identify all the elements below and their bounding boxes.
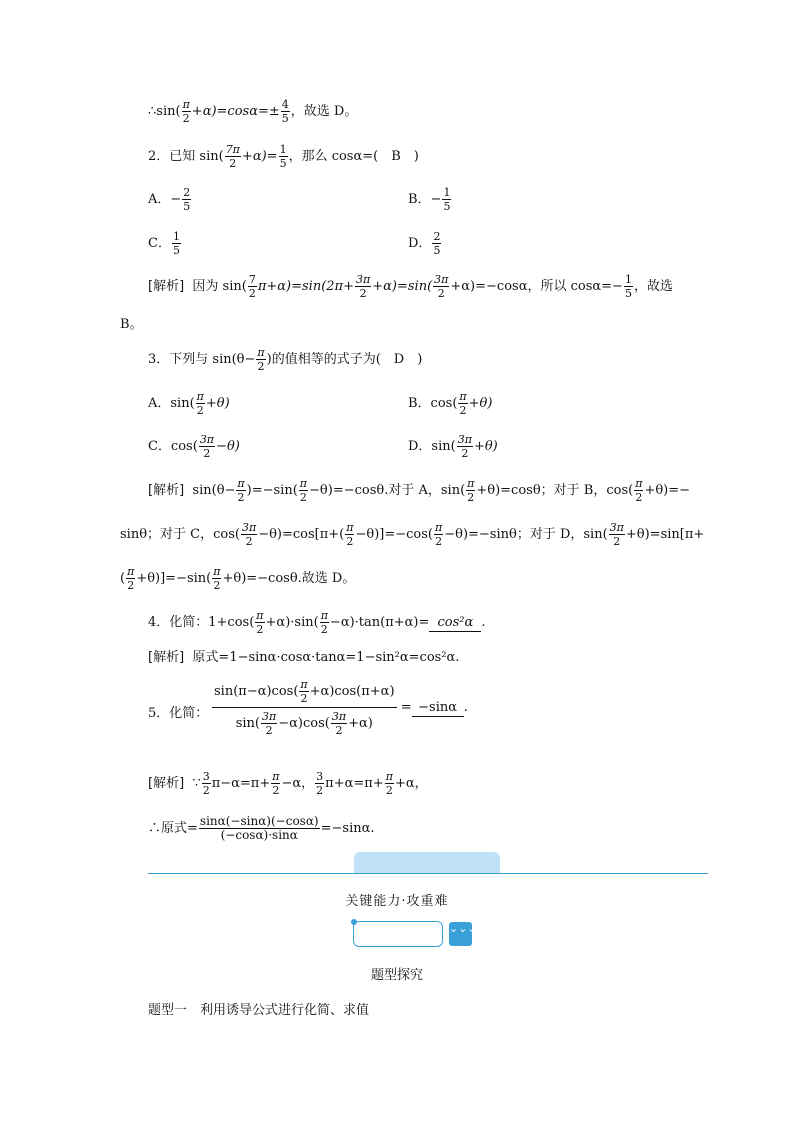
- section-banner-tab: [354, 852, 500, 873]
- section-title: 关键能力·攻重难: [345, 894, 449, 909]
- question-3-solution-line-3: ( $\frac{\pi}{2}$ +θ)]=−sin( $\frac{\pi}{2}$ +θ)=−cosθ.故选 D。: [120, 565, 356, 592]
- answer-blank: cos²α: [429, 615, 481, 632]
- question-2-stem: 2．已知 sin( $\frac{7\pi}{2}$ +α)= $\frac{1}{5}$ ，那么 cosα=( B ): [148, 143, 419, 170]
- solution-line-1: ∴sin( $\frac{\pi}{2}$ +α)=cosα=± $\frac{4}{5}$ ，故选 D。: [148, 98, 358, 125]
- question-3-stem: 3．下列与 sin(θ− $\frac{\pi}{2}$ )的值相等的式子为( D ): [148, 346, 423, 373]
- dot-icon: [351, 919, 357, 925]
- question-2-option-d: D． $\frac{2}{5}$: [408, 230, 441, 257]
- question-3-option-a: A．sin( $\frac{\pi}{2}$ +θ): [148, 390, 230, 417]
- question-2-option-b: B．− $\frac{1}{5}$: [408, 186, 451, 213]
- question-3-option-d: D．sin( $\frac{3\pi}{2}$ +θ): [408, 433, 498, 460]
- question-2-option-a: A．− $\frac{2}{5}$: [148, 186, 191, 213]
- question-4-solution: [解析] 原式=1−sinα·cosα·tanα=1−sin²α=cos²α.: [148, 650, 460, 665]
- section-subtitle: 题型探究: [370, 968, 423, 983]
- question-3-option-b: B．cos( $\frac{\pi}{2}$ +θ): [408, 390, 493, 417]
- answer-blank: −sinα: [412, 700, 464, 717]
- question-2-option-c: C． $\frac{1}{5}$: [148, 230, 180, 257]
- question-5-stem: 5．化简：: [148, 706, 209, 721]
- section-pill: [353, 921, 443, 947]
- question-4-stem: 4．化简：1+cos( $\frac{\pi}{2}$ +α)·sin( $\frac{\pi}{2}$ −α)·tan(π+α)= cos²α .: [148, 609, 486, 636]
- question-2-solution: [解析] 因为 sin( $\frac{7}{2}$ π+α)=sin(2π+ $\frac{3\pi}{2}$ +α)=sin( $\frac{3\pi}{2}$ +α)=−cosα，所以 cosα=− $\frac{1}{5}$ ，故选: [148, 273, 673, 300]
- question-3-option-c: C．cos( $\frac{3\pi}{2}$ −θ): [148, 433, 240, 460]
- question-5-solution-line-1: [解析] ∵ $\frac{3}{2}$ π−α=π+ $\frac{\pi}{2}$ −α， $\frac{3}{2}$ π+α=π+ $\frac{\pi}{2}$ +α，: [148, 770, 428, 797]
- question-5-big-fraction: sin(π−α)cos( $\frac{\pi}{2}$ +α)cos(π+α) sin( $\frac{3\pi}{2}$ −α)cos( $\frac{3\pi}{2}$ +α) = −sinα .: [214, 678, 468, 737]
- question-3-solution-line-1: [解析] sin(θ− $\frac{\pi}{2}$ )=−sin( $\frac{\pi}{2}$ −θ)=−cosθ.对于 A，sin( $\frac{\pi}{2}$ +θ)=cosθ；对于 B，cos( $\frac{\pi}{2}$ +θ)=−: [148, 477, 691, 504]
- question-2-solution-wrap: B。: [120, 317, 143, 332]
- type-title: 题型一 利用诱导公式进行化简、求值: [148, 1003, 370, 1018]
- section-divider: [148, 873, 708, 874]
- chevron-down-icon: ⌄⌄⌄: [449, 922, 472, 946]
- question-3-solution-line-2: sinθ；对于 C，cos( $\frac{3\pi}{2}$ −θ)=cos[π+( $\frac{\pi}{2}$ −θ)]=−cos( $\frac{\pi}{2}$ −θ)=−sinθ；对于 D，sin( $\frac{3\pi}{2}$ +θ)=sin[π+: [120, 521, 705, 548]
- question-5-solution-line-2: ∴原式= $\frac{\sin\alpha(-\sin\alpha)(-\cos\alpha)}{(-\cos\alpha)\cdot\sin\alpha}$ =−sinα.: [148, 814, 375, 842]
